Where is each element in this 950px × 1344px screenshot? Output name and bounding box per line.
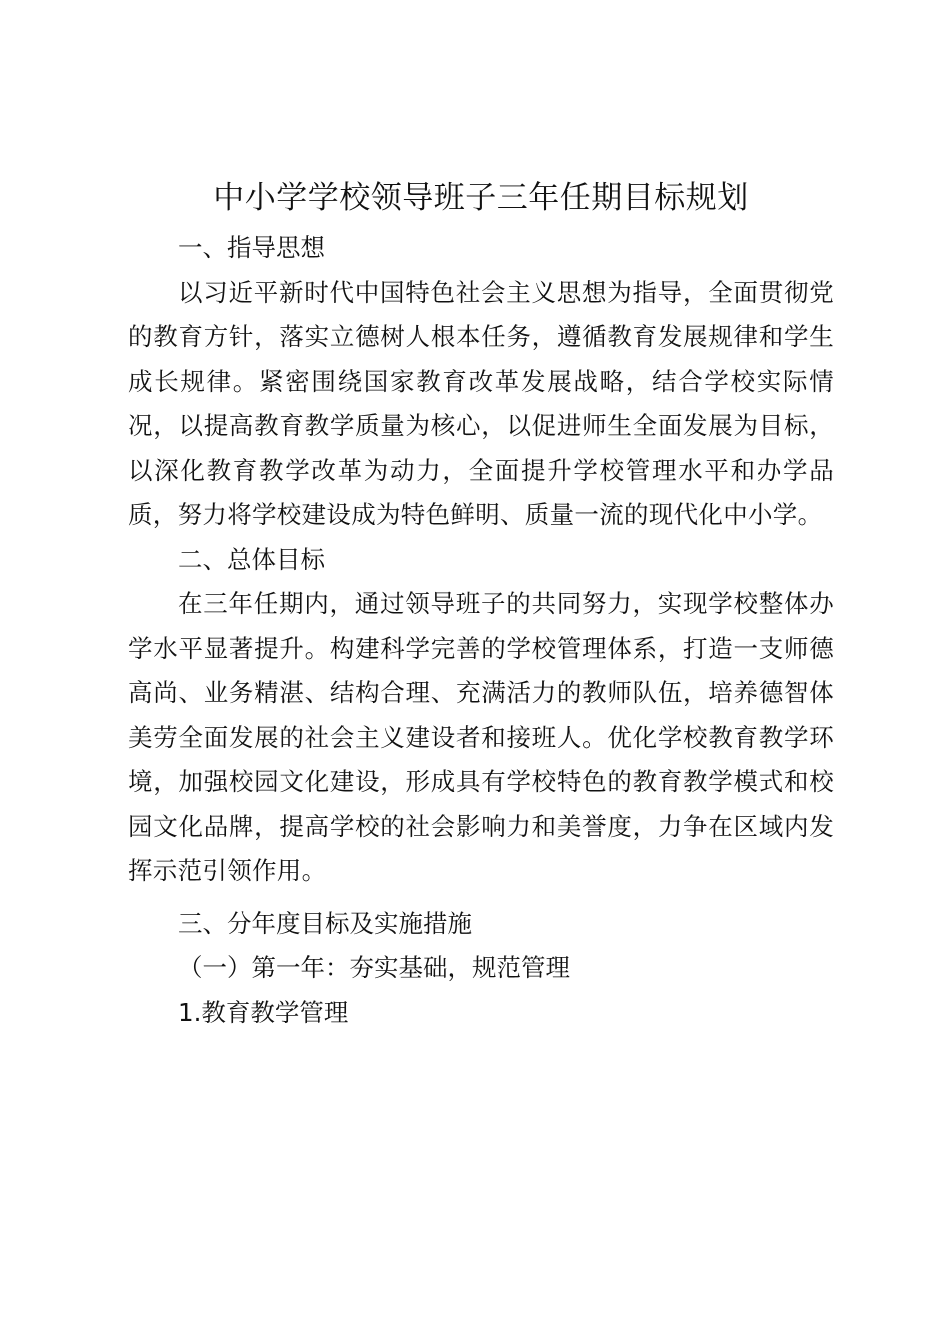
document-page [128, 176, 834, 1035]
section-heading-guiding-ideology: 一、指导思想 [178, 233, 325, 262]
document-title: 中小学学校领导班子三年任期目标规划 [213, 180, 749, 216]
subsection-heading-first-year: （一）第一年：夯实基础，规范管理 [178, 953, 570, 982]
item-heading-teaching-management: 1.教育教学管理 [178, 997, 349, 1027]
paragraph-overall-goal: 在三年任期内，通过领导班子的共同努力，实现学校整体办学水平显著提升。构建科学完善的学校管理体系，打造一支师德高尚、业务精湛、结构合理、充满活力的教师队伍，培养德智体美劳全面发展的社会主义建设者和接班人。优化学校教育教学环境，加强校园文化建设，形成具有学校特色的教育教学模式和校园文化品牌，提高学校的社会影响力和美誉度，力争在区域内发挥示范引领作用。 [128, 589, 834, 885]
section-heading-overall-goal: 二、总体目标 [178, 544, 325, 574]
section-heading-annual-goals: 三、分年度目标及实施措施 [178, 908, 472, 938]
paragraph-guiding-ideology: 以习近平新时代中国特色社会主义思想为指导，全面贯彻党的教育方针，落实立德树人根本任务，遵循教育发展规律和学生成长规律。紧密围绕国家教育改革发展战略，结合学校实际情况，以提高教育教学质量为核心，以促进师生全面发展为目标，以深化教育教学改革为动力，全面提升学校管理水平和办学品质，努力将学校建设成为特色鲜明、质量一流的现代化中小学。 [128, 277, 834, 529]
